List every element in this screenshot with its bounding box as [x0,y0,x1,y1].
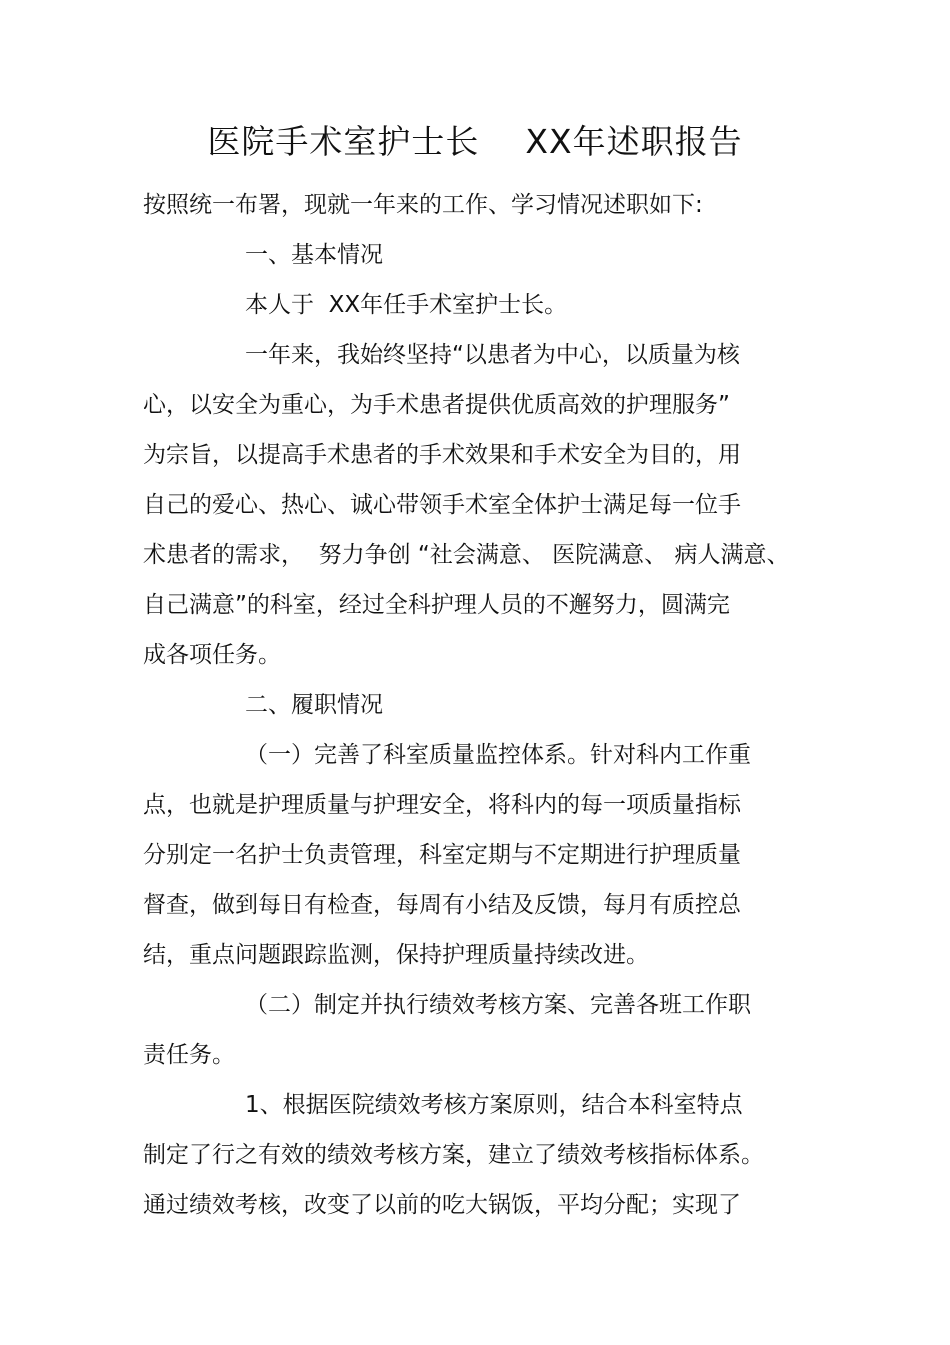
paragraph-line: 一年来，我始终坚持“以患者为中心，以质量为核 [245,342,740,368]
paragraph-line: （一）完善了科室质量监控体系。针对科内工作重 [245,742,751,768]
document-title: 医院手术室护士长 XX年述职报告 [207,122,743,161]
paragraph-line: 心，以安全为重心，为手术患者提供优质高效的护理服务” [143,392,730,418]
paragraph-line: 1、根据医院绩效考核方案原则，结合本科室特点 [245,1092,743,1118]
paragraph-line: 自己满意”的科室，经过全科护理人员的不邂努力，圆满完 [143,592,730,618]
paragraph-line: 督查，做到每日有检查，每周有小结及反馈，每月有质控总 [143,892,741,918]
section-heading-basic: 一、基本情况 [245,242,383,268]
paragraph-intro: 按照统一布署，现就一年来的工作、学习情况述职如下: [143,192,703,218]
section-heading-duties: 二、履职情况 [245,692,383,718]
paragraph-line: 通过绩效考核，改变了以前的吃大锅饭，平均分配；实现了 [143,1192,741,1218]
paragraph-line: 术患者的需求， 努力争创 “社会满意、 医院满意、 病人满意、 [143,542,790,568]
paragraph-line: 自己的爱心、热心、诚心带领手术室全体护士满足每一位手 [143,492,741,518]
paragraph-line: 为宗旨，以提高手术患者的手术效果和手术安全为目的，用 [143,442,741,468]
paragraph-line: 本人于 XX年任手术室护士长。 [245,292,568,318]
paragraph-line: （二）制定并执行绩效考核方案、完善各班工作职 [245,992,751,1018]
paragraph-line: 点，也就是护理质量与护理安全，将科内的每一项质量指标 [143,792,741,818]
paragraph-line: 结，重点问题跟踪监测，保持护理质量持续改进。 [143,942,649,968]
paragraph-line: 成各项任务。 [143,642,281,668]
paragraph-line: 分别定一名护士负责管理，科室定期与不定期进行护理质量 [143,842,741,868]
paragraph-line: 责任务。 [143,1042,235,1068]
paragraph-line: 制定了行之有效的绩效考核方案，建立了绩效考核指标体系。 [143,1142,764,1168]
